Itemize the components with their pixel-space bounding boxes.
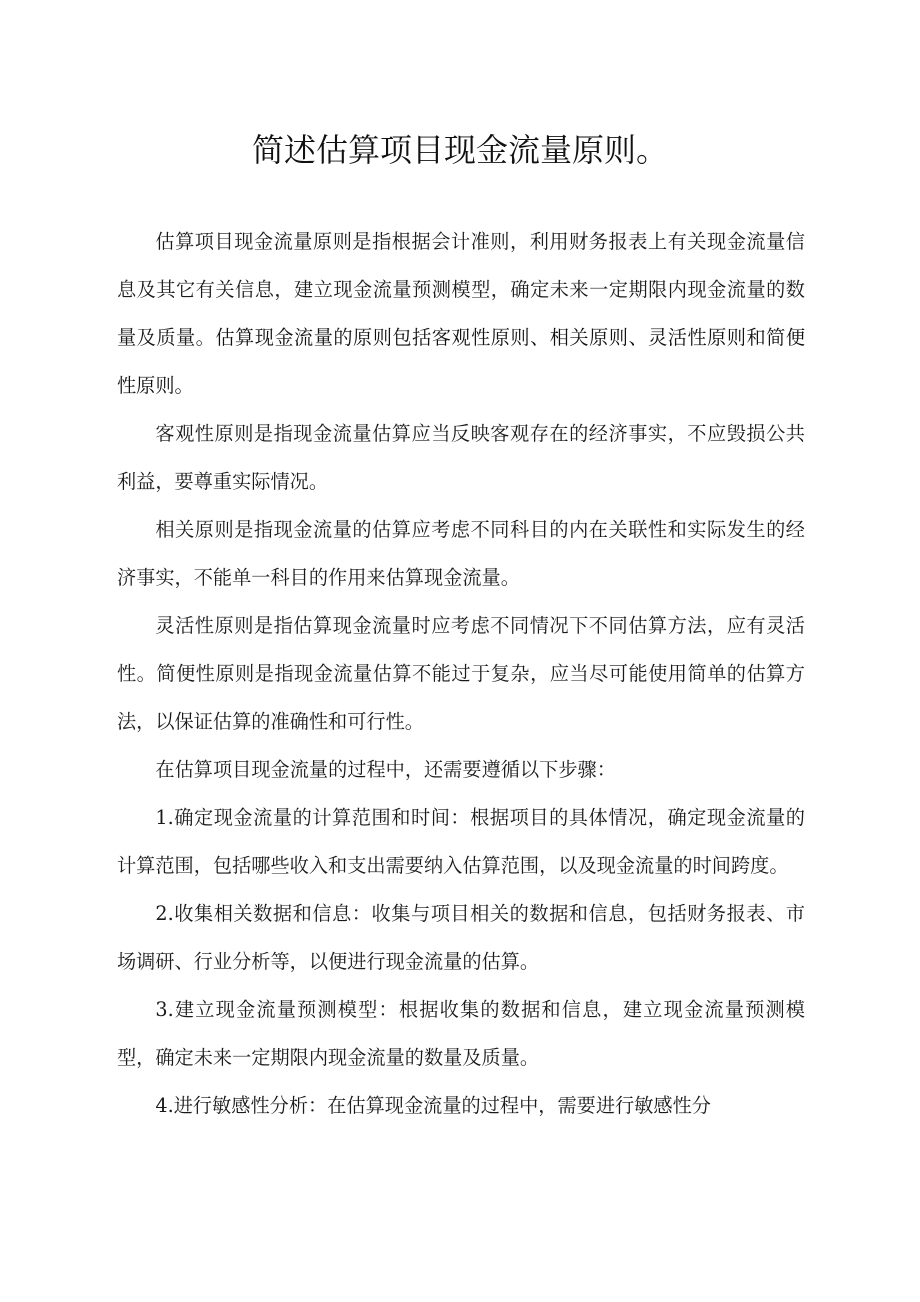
document-body — [117, 218, 805, 1130]
paragraph-relevance: 相关原则是指现金流量的估算应考虑不同科目的内在关联性和实际发生的经济事实，不能单一科目的作用来估算现金流量。 — [117, 518, 805, 589]
list-item-step-2: 2.收集相关数据和信息：收集与项目相关的数据和信息，包括财务报表、市场调研、行业分析等，以便进行现金流量的估算。 — [117, 902, 805, 973]
paragraph-intro — [117, 218, 805, 410]
paragraph-intro-emphasis: 估算现金流量的原则包括客观性原则、相关原则、灵活性原则和简便性原则。 — [117, 326, 806, 397]
paragraph-flexibility: 灵活性原则是指估算现金流量时应考虑不同情况下不同估算方法，应有灵活性。简便性原则是指现金流量估算不能过于复杂，应当尽可能使用简单的估算方法，以保证估算的准确性和可行性。 — [117, 614, 805, 733]
paragraph-intro-lead: 估算项目现金流量原则是指根据会计准则，利用财务报表上有关现金流量信息及其它有关信息，建立现金流量预测模型，确定未来一定期限内现金流量的数量及质量。 — [117, 230, 805, 349]
list-item-step-4: 4.进行敏感性分析：在估算现金流量的过程中，需要进行敏感性分 — [155, 1094, 711, 1117]
list-item-step-3: 3.建立现金流量预测模型：根据收集的数据和信息，建立现金流量预测模型，确定未来一定期限内现金流量的数量及质量。 — [117, 998, 805, 1069]
list-item-step-1: 1.确定现金流量的计算范围和时间：根据项目的具体情况，确定现金流量的计算范围，包括哪些收入和支出需要纳入估算范围，以及现金流量的时间跨度。 — [117, 806, 805, 877]
document-title: 简述估算项目现金流量原则。 — [251, 131, 668, 169]
paragraph-objectivity: 客观性原则是指现金流量估算应当反映客观存在的经济事实，不应毁损公共利益，要尊重实际情况。 — [117, 422, 805, 493]
paragraph-steps-intro: 在估算项目现金流量的过程中，还需要遵循以下步骤： — [155, 758, 616, 781]
